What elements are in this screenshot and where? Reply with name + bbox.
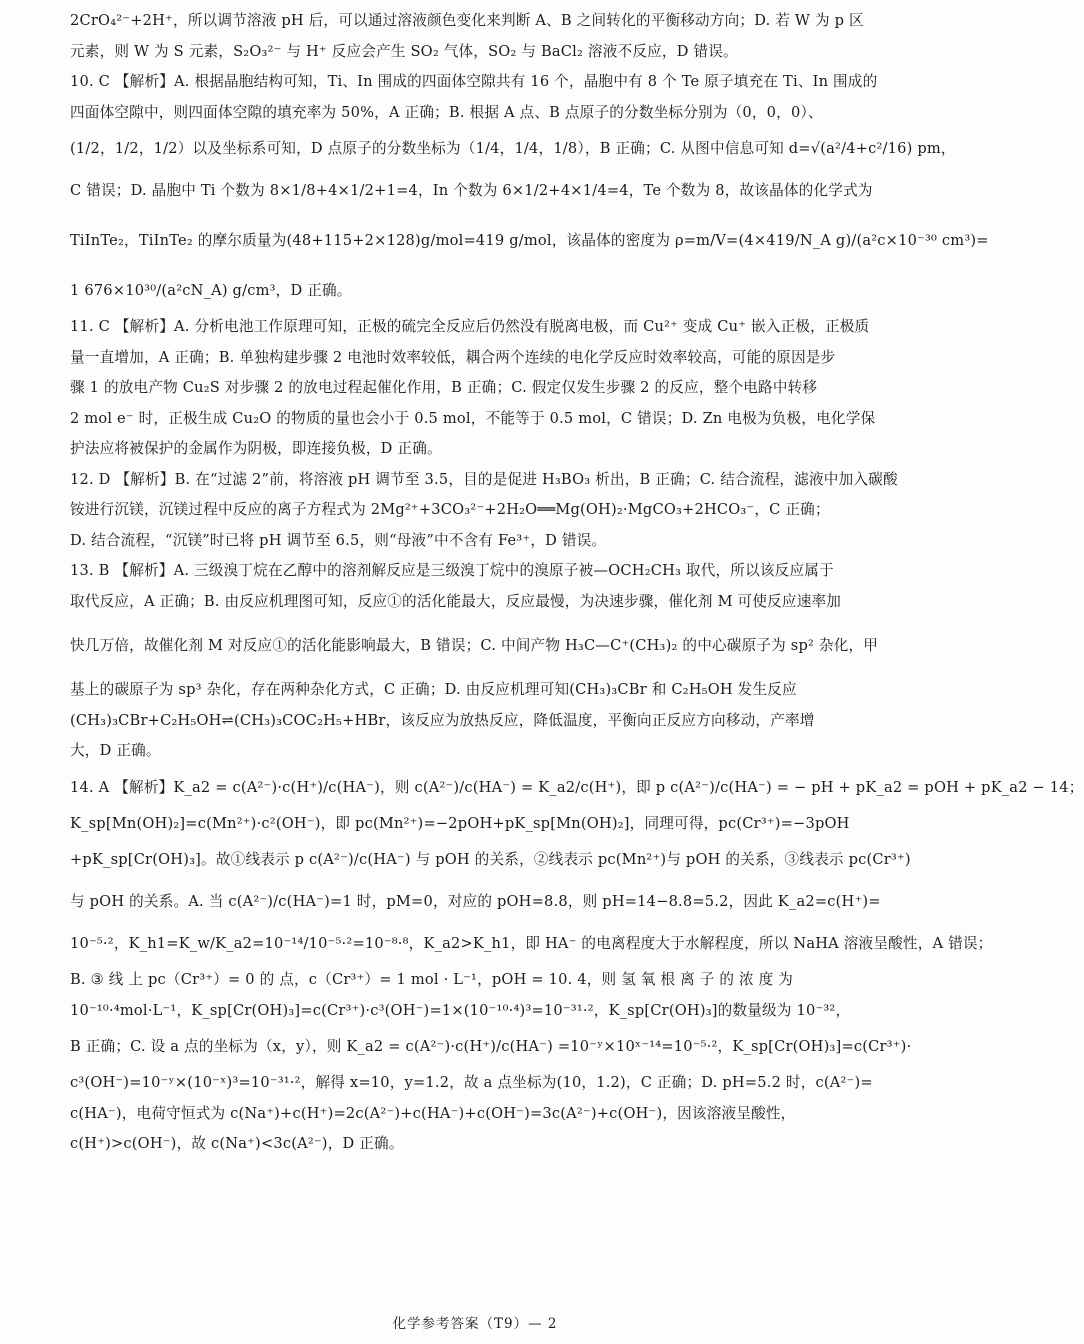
text-line: 2 mol e⁻ 时，正极生成 Cu₂O 的物质的量也会小于 0.5 mol，不能等于 0.5 mol，C 错误；D. Zn 电极为负极，电化学保: [70, 409, 876, 427]
text-line: 大，D 正确。: [70, 742, 161, 759]
text-line: C 错误；D. 晶胞中 Ti 个数为 8×1/8+4×1/2+1=4，In 个数为 6×1/2+4×1/4=4，Te 个数为 8，故该晶体的化学式为: [70, 182, 873, 199]
answer-q12: [70, 465, 906, 557]
text-line: 快几万倍，故催化剂 M 对反应①的活化能影响最大，B 错误；C. 中间产物 H₃C—C⁺(CH₃)₂ 的中心碳原子为 sp² 杂化，甲: [70, 637, 879, 654]
text-line: 13. B 【解析】A. 三级溴丁烷在乙醇中的溶剂解反应是三级溴丁烷中的溴原子被—OCH₂CH₃ 取代，所以该反应属于: [70, 562, 834, 579]
text-line: 12. D 【解析】B. 在“过滤 2”前，将溶液 pH 调节至 3.5，目的是促进 H₃BO₃ 析出，B 正确；C. 结合流程，滤液中加入碳酸: [70, 470, 898, 488]
text-line: c³(OH⁻)=10⁻ʸ×(10⁻ˣ)³=10⁻³¹·²，解得 x=10，y=1.2，故 a 点坐标为(10，1.2)，C 正确；D. pH=5.2 时，c(A²⁻)=: [70, 1074, 873, 1091]
text-line: 铵进行沉镁，沉镁过程中反应的离子方程式为 2Mg²⁺+3CO₃²⁻+2H₂O══Mg(OH)₂·MgCO₃+2HCO₃⁻，C 正确；: [70, 501, 830, 518]
text-line: 10⁻⁵·²，K_h1=K_w/K_a2=10⁻¹⁴/10⁻⁵·²=10⁻⁸·⁸，K_a2>K_h1，即 HA⁻ 的电离程度大于水解程度，所以 NaHA 溶液呈酸性，A 错误；: [70, 935, 993, 952]
page-footer: 化学参考答案（T9）— 2: [392, 1316, 558, 1332]
text-line: TiInTe₂，TiInTe₂ 的摩尔质量为(48+115+2×128)g/mol=419 g/mol，该晶体的密度为 ρ=m/V=(4×419/N_A g)/(a²c×10⁻³⁰ cm³)=: [70, 232, 989, 249]
text-line: 14. A 【解析】K_a2 = c(A²⁻)·c(H⁺)/c(HA⁻)，则 c(A²⁻)/c(HA⁻) = K_a2/c(H⁺)，即 p c(A²⁻)/c(HA⁻) = − pH + pK_a2 = pOH + pK_a2 − 14；: [70, 778, 1084, 796]
text-line: B. ③ 线 上 pc（Cr³⁺）= 0 的 点，c（Cr³⁺）= 1 mol · L⁻¹，pOH = 10. 4，则 氢 氧 根 离 子 的 浓 度 为: [70, 971, 794, 988]
text-line: 11. C 【解析】A. 分析电池工作原理可知，正极的硫完全反应后仍然没有脱离电极，而 Cu²⁺ 变成 Cu⁺ 嵌入正极，正极质: [70, 318, 870, 335]
answer-q11: [70, 312, 906, 465]
text-line: 四面体空隙中，则四面体空隙的填充率为 50%，A 正确；B. 根据 A 点、B 点原子的分数坐标分别为（0，0，0）、: [70, 103, 823, 121]
text-line: 2CrO₄²⁻+2H⁺，所以调节溶液 pH 后，可以通过溶液颜色变化来判断 A、B 之间转化的平衡移动方向；D. 若 W 为 p 区: [70, 12, 864, 29]
text-line: 骤 1 的放电产物 Cu₂S 对步骤 2 的放电过程起催化作用，B 正确；C. 假定仅发生步骤 2 的反应，整个电路中转移: [70, 379, 818, 396]
text-line: +pK_sp[Cr(OH)₃]。故①线表示 p c(A²⁻)/c(HA⁻) 与 pOH 的关系，②线表示 pc(Mn²⁺)与 pOH 的关系，③线表示 pc(Cr³⁺): [70, 851, 911, 868]
text-line: K_sp[Mn(OH)₂]=c(Mn²⁺)·c²(OH⁻)，即 pc(Mn²⁺)=−2pOH+pK_sp[Mn(OH)₂]，同理可得，pc(Cr³⁺)=−3pOH: [70, 814, 850, 832]
text-line: (CH₃)₃CBr+C₂H₅OH⇌(CH₃)₃COC₂H₅+HBr，该反应为放热反应，降低温度，平衡向正反应方向移动，产率增: [70, 711, 815, 729]
text-line: 量一直增加，A 正确；B. 单独构建步骤 2 电池时效率较低，耦合两个连续的电化学反应时效率较高，可能的原因是步: [70, 348, 836, 366]
text-line: B 正确；C. 设 a 点的坐标为（x，y），则 K_a2 = c(A²⁻)·c(H⁺)/c(HA⁻) =10⁻ʸ×10ˣ⁻¹⁴=10⁻⁵·²，K_sp[Cr(OH)₃]=c(Cr³⁺)·: [70, 1038, 912, 1055]
text-line: 基上的碳原子为 sp³ 杂化，存在两种杂化方式，C 正确；D. 由反应机理可知(CH₃)₃CBr 和 C₂H₅OH 发生反应: [70, 681, 797, 698]
text-line: c(H⁺)>c(OH⁻)，故 c(Na⁺)<3c(A²⁻)，D 正确。: [70, 1135, 404, 1152]
text-line: (1/2，1/2，1/2）以及坐标系可知，D 点原子的分数坐标为（1/4，1/4，1/8），B 正确；C. 从图中信息可知 d=√(a²/4+c²/16) pm，: [70, 140, 956, 157]
text-line: 取代反应，A 正确；B. 由反应机理图可知，反应①的活化能最大，反应最慢，为决速步骤，催化剂 M 可使反应速率加: [70, 592, 842, 610]
text-line: 10⁻¹⁰·⁴mol·L⁻¹，K_sp[Cr(OH)₃]=c(Cr³⁺)·c³(OH⁻)=1×(10⁻¹⁰·⁴)³=10⁻³¹·²，K_sp[Cr(OH)₃]的数量级为 10⁻³²，: [70, 1001, 851, 1019]
text-line: 元素，则 W 为 S 元素，S₂O₃²⁻ 与 H⁺ 反应会产生 SO₂ 气体，SO₂ 与 BaCl₂ 溶液不反应，D 错误。: [70, 42, 738, 60]
answer-q14: [70, 767, 1084, 1160]
text-line: 1 676×10³⁰/(a²cN_A) g/cm³，D 正确。: [70, 282, 352, 299]
text-line: 10. C 【解析】A. 根据晶胞结构可知，Ti、In 围成的四面体空隙共有 16 个，晶胞中有 8 个 Te 原子填充在 Ti、In 围成的: [70, 73, 878, 90]
text-line: 与 pOH 的关系。A. 当 c(A²⁻)/c(HA⁻)=1 时，pM=0，对应的 pOH=8.8，则 pH=14−8.8=5.2，因此 K_a2=c(H⁺)=: [70, 893, 881, 910]
q9-tail: [70, 6, 906, 67]
text-line: D. 结合流程，“沉镁”时已将 pH 调节至 6.5，则“母液”中不含有 Fe³⁺，D 错误。: [70, 531, 607, 549]
text-line: 护法应将被保护的金属作为阴极，即连接负极，D 正确。: [70, 440, 442, 457]
text-line: c(HA⁻)，电荷守恒式为 c(Na⁺)+c(H⁺)=2c(A²⁻)+c(HA⁻)+c(OH⁻)=3c(A²⁻)+c(OH⁻)，因该溶液呈酸性，: [70, 1104, 796, 1122]
answer-q13: [70, 556, 906, 767]
answer-q10: [70, 67, 989, 312]
